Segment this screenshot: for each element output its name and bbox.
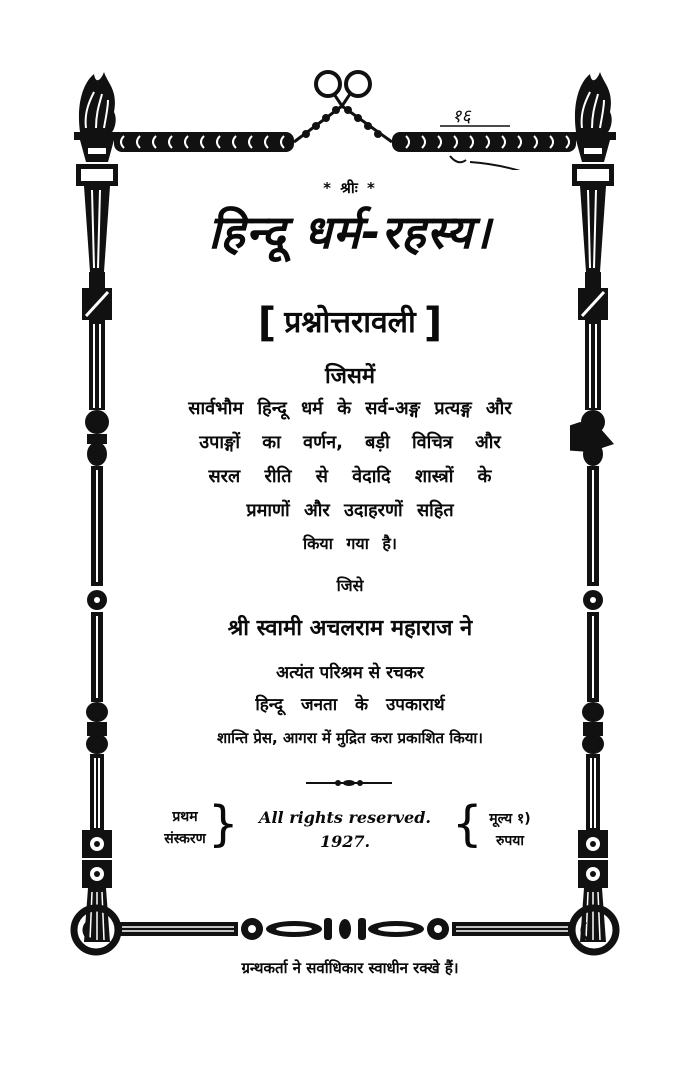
description-line: प्रमाणों और उदाहरणों सहित (246, 500, 454, 521)
right-torch-pillar-ornament (570, 72, 616, 952)
purpose-line: अत्यंत परिश्रम से रचकर (276, 663, 424, 683)
publication-year: 1927. (319, 832, 371, 851)
connector-word: जिसे (336, 576, 364, 595)
price-label (470, 808, 550, 852)
edition-line2: संस्करण (164, 831, 206, 847)
handwritten-page-number: १६ (452, 106, 471, 127)
description-line: सार्वभौम हिन्दू धर्म के सर्व-अङ्ग प्रत्यङ्ग और (188, 398, 512, 419)
purpose-line: हिन्दू जनता के उपकारार्थ (255, 695, 445, 715)
right-brace-icon: } (208, 796, 239, 852)
book-subtitle (140, 300, 560, 346)
close-bracket: ] (423, 300, 443, 346)
intro-word: जिसमें (324, 364, 376, 389)
price-line2: रुपया (495, 833, 525, 849)
description-line: उपाङ्गों का वर्णन, बड़ी विचित्र और (199, 432, 501, 453)
author-line: श्री स्वामी अचलराम महाराज ने (227, 616, 473, 641)
rights-notice (240, 806, 450, 854)
copyright-footer: ग्रन्थकर्ता ने सर्वाधिकार स्वाधीन रक्खे हैं। (241, 959, 459, 977)
top-garland-ornament (110, 70, 580, 170)
edition-line1: प्रथम (172, 809, 198, 825)
ornamental-divider (306, 780, 392, 786)
book-title: हिन्दू धर्म-रहस्य। (208, 205, 492, 259)
open-bracket: [ (257, 300, 277, 346)
left-torch-pillar-ornament (74, 72, 120, 952)
description-line: सरल रीति से वेदादि शास्त्रों के (208, 466, 492, 487)
subtitle-text: प्रश्नोत्तरावली (284, 305, 416, 340)
invocation: * श्रीः * (323, 179, 377, 197)
press-line: शान्ति प्रेस, आगरा में मुद्रित करा प्रकाशित किया। (217, 729, 483, 747)
price-line1: मूल्य १) (489, 811, 531, 827)
rights-text: All rights reserved. (259, 808, 431, 827)
description-line: किया गया है। (303, 534, 397, 553)
left-brace-icon: { (452, 796, 483, 852)
